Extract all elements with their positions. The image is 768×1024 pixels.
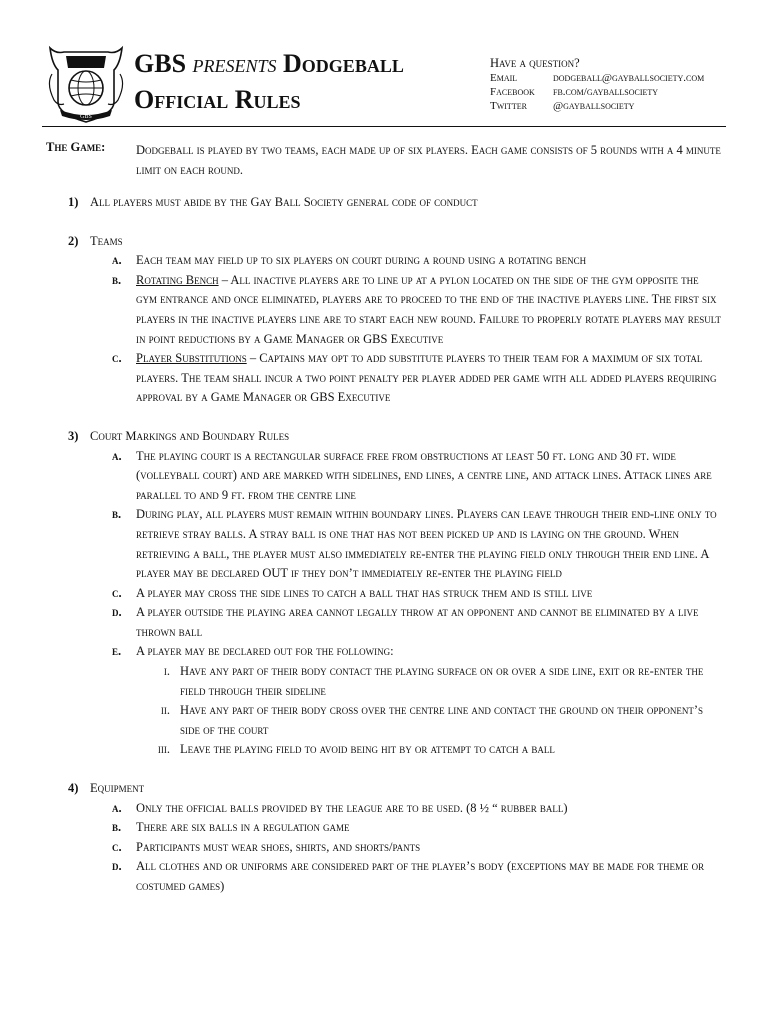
facebook-link[interactable]: fb.com/gayballsociety <box>553 86 659 98</box>
item-letter: e. <box>112 644 122 659</box>
item-text: All clothes and or uniforms are considered part of the player’s body (exceptions may be made for theme or costumed games) <box>136 859 705 893</box>
email-link[interactable]: dodgeball@gayballsociety.com <box>553 72 705 84</box>
section-court-markings <box>46 427 722 760</box>
contact-question: Have a question? <box>490 56 580 70</box>
rule-item <box>112 584 722 604</box>
item-letter: b. <box>112 507 122 522</box>
item-text: A player may cross the side lines to catch a ball that has struck them and is still live <box>136 585 593 600</box>
contact-row-twitter <box>490 99 704 113</box>
item-text: During play, all players must remain within boundary lines. Players can leave through their end-line only to retrieve stray balls. A stray ball is one that has not been picked up and is laying on the ground. When retrieving a ball, the player must also immediately re-enter the playing field only through their end line. A player may be declared OUT if they don’t immediately re-enter the playing field <box>136 507 717 581</box>
rule-item <box>112 271 722 349</box>
subitem-text: Have any part of their body cross over the centre line and contact the ground on their opponent’s side of the court <box>180 703 704 737</box>
section-number: 3) <box>68 428 79 443</box>
rules-list <box>46 193 722 916</box>
item-letter: a. <box>112 448 122 463</box>
item-term: Player Substitutions <box>136 351 247 366</box>
title-line-2: Official Rules <box>134 85 301 114</box>
title-gbs: GBS <box>134 49 187 78</box>
rule-item <box>112 447 722 506</box>
contact-row-facebook <box>490 85 704 99</box>
twitter-link[interactable]: @gayballsociety <box>553 100 635 112</box>
section-number: 2) <box>68 233 79 248</box>
section-heading: Equipment <box>90 781 145 796</box>
rule-subitem <box>163 662 722 701</box>
item-letter: b. <box>112 820 122 835</box>
contact-block <box>490 56 704 113</box>
item-term: Rotating Bench <box>136 272 219 287</box>
section-teams <box>46 232 722 408</box>
item-letter: c. <box>112 585 122 600</box>
the-game-label: The Game: <box>46 140 106 154</box>
contact-row-email <box>490 71 704 85</box>
item-text: There are six balls in a regulation game <box>136 820 350 835</box>
item-text: A player outside the playing area cannot legally throw at an opponent and cannot be eliminated by a live thrown ball <box>136 605 699 639</box>
rule-item <box>112 251 722 271</box>
subitem-numeral: iii. <box>157 742 170 757</box>
logo-lettering: GBS <box>80 114 92 120</box>
rule-item <box>112 857 722 896</box>
subitem-numeral: i. <box>163 664 170 679</box>
section-heading: All players must abide by the Gay Ball Society general code of conduct <box>90 195 478 209</box>
rule-subitem <box>157 740 722 760</box>
contact-label: Twitter <box>490 100 527 112</box>
item-letter: a. <box>112 253 122 268</box>
item-text: Each team may field up to six players on court during a round using a rotating bench <box>136 253 587 268</box>
item-text: Participants must wear shoes, shirts, and shorts/pants <box>136 839 421 854</box>
subitem-text: Have any part of their body contact the playing surface on or over a side line, exit or re-enter the field through their sideline <box>180 664 704 698</box>
section-number: 1) <box>68 195 79 209</box>
subitem-text: Leave the playing field to avoid being hit by or attempt to catch a ball <box>180 742 555 757</box>
the-game-text: Dodgeball is played by two teams, each made up of six players. Each game consists of 5 rounds with a 4 minute limit on each round. <box>136 143 721 177</box>
rule-subitem <box>160 701 722 740</box>
document-title <box>134 46 404 118</box>
rule-item <box>112 505 722 583</box>
gbs-crest-logo <box>46 44 126 124</box>
section-number: 4) <box>68 781 79 796</box>
title-presents: presents <box>192 49 277 78</box>
title-line-1 <box>134 46 404 82</box>
item-text: – Captains may opt to add substitute players to their team for a maximum of six total players. The team shall incur a two point penalty per player added per game with all added players requiring approval by a Game Manager or GBS Executive <box>136 351 717 405</box>
section-equipment <box>46 779 722 897</box>
rule-item <box>112 603 722 642</box>
item-letter: a. <box>112 800 122 815</box>
the-game-section <box>46 140 722 180</box>
item-text: The playing court is a rectangular surface free from obstructions at least 50 ft. long and 30 ft. wide (volleyball court) and are marked with sidelines, end lines, a centre line, and attack lines. Attack lines are parallel to and 9 ft. from the centre line <box>136 448 712 502</box>
rule-item <box>112 838 722 858</box>
section-conduct <box>46 193 722 213</box>
section-heading: Teams <box>90 233 123 248</box>
item-text: A player may be declared out for the following: <box>136 644 394 659</box>
title-dodgeball: Dodgeball <box>283 49 404 78</box>
contact-label: Facebook <box>490 86 535 98</box>
section-heading: Court Markings and Boundary Rules <box>90 428 290 443</box>
rule-item <box>112 642 722 760</box>
item-text: Only the official balls provided by the league are to be used. (8 ½ “ rubber ball) <box>136 800 568 815</box>
rule-item <box>112 799 722 819</box>
item-letter: d. <box>112 605 122 620</box>
rule-item <box>112 818 722 838</box>
rule-item <box>112 349 722 408</box>
item-letter: b. <box>112 272 122 287</box>
item-letter: c. <box>112 839 122 854</box>
item-letter: d. <box>112 859 122 874</box>
subitem-numeral: ii. <box>160 703 170 718</box>
item-letter: c. <box>112 351 122 366</box>
item-text: – All inactive players are to line up at a pylon located on the side of the gym opposite the gym entrance and once eliminated, players are to proceed to the end of the inactive players line. The first six players in the inactive players line are to start each new round. Failure to properly rotate players may result in point reductions by a Game Manager or GBS Executive <box>136 272 721 346</box>
header-divider <box>42 126 726 127</box>
contact-label: Email <box>490 72 518 84</box>
